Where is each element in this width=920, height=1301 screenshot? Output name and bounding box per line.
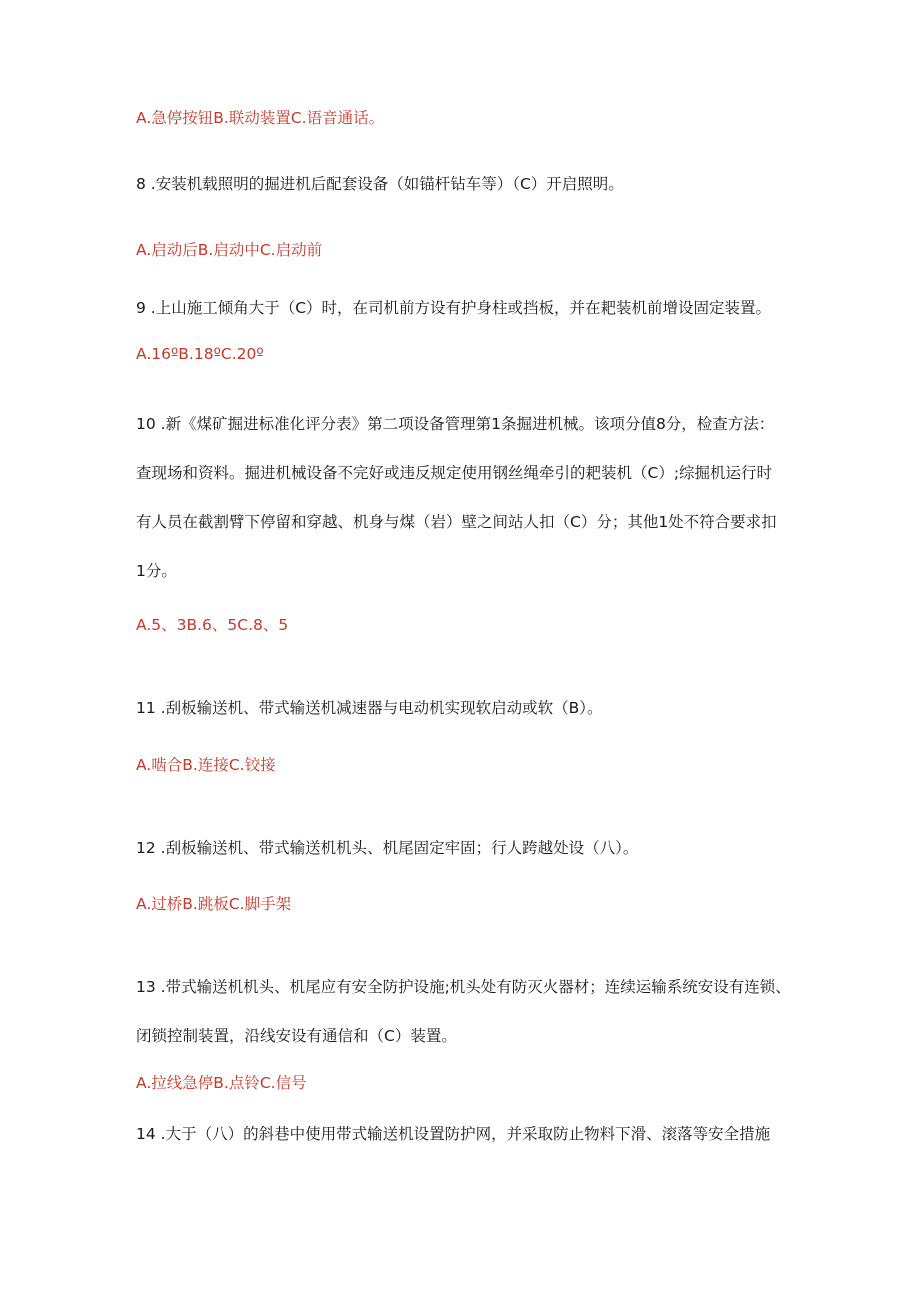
answer-options-11: A.啮合B.连接C.铰接 <box>136 756 276 774</box>
answer-options-8: A.启动后B.启动中C.启动前 <box>136 241 323 259</box>
question-8: 8 .安装机载照明的掘进机后配套设备（如锚杆钻车等）（C）开启照明。 <box>136 175 624 193</box>
question-10-line-4: 1分。 <box>136 562 177 580</box>
answer-options-13: A.拉线急停B.点铃C.信号 <box>136 1074 307 1092</box>
question-10-line-2: 查现场和资料。掘进机械设备不完好或违反规定使用钢丝绳牵引的耙装机（C）;综掘机运行时 <box>136 464 773 482</box>
question-10-line-1: 10 .新《煤矿掘进标准化评分表》第二项设备管理第1条掘进机械。该项分值8分，检查方法： <box>136 415 775 433</box>
question-10-line-3: 有人员在截割臂下停留和穿越、机身与煤（岩）壁之间站人扣（C）分；其他1处不符合要求扣 <box>136 513 777 531</box>
question-9: 9 .上山施工倾角大于（C）时，在司机前方设有护身柱或挡板，并在耙装机前增设固定装置。 <box>136 299 772 317</box>
answer-options-12: A.过桥B.跳板C.脚手架 <box>136 895 292 913</box>
question-13-line-1: 13 .带式输送机机头、机尾应有安全防护设施;机头处有防灭火器材；连续运输系统安设有连锁、 <box>136 978 791 996</box>
question-14: 14 .大于（八）的斜巷中使用带式输送机设置防护网，并采取防止物料下滑、滚落等安全措施 <box>136 1125 771 1143</box>
question-12: 12 .刮板输送机、带式输送机机头、机尾固定牢固；行人跨越处设（八）。 <box>136 839 639 857</box>
question-13-line-2: 闭锁控制装置，沿线安设有通信和（C）装置。 <box>136 1027 457 1045</box>
answer-options-10: A.5、3B.6、5C.8、5 <box>136 616 289 634</box>
answer-options-9: A.16ºB.18ºC.20º <box>136 345 264 363</box>
question-11: 11 .刮板输送机、带式输送机减速器与电动机实现软启动或软（B）。 <box>136 699 603 717</box>
answer-options-7: A.急停按钮B.联动装置C.语音通话。 <box>136 109 385 127</box>
